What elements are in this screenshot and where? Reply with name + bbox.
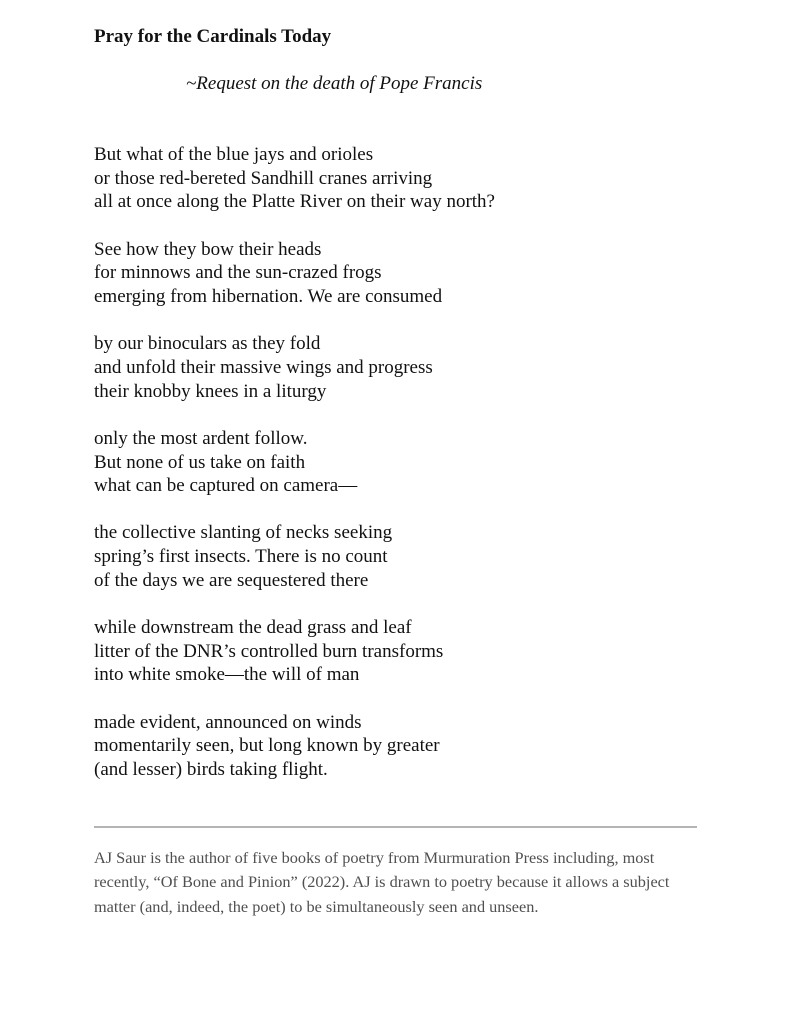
poem-line: the collective slanting of necks seeking xyxy=(94,522,393,544)
poem-line: and unfold their massive wings and progress xyxy=(94,356,433,378)
poem-line: of the days we are sequestered there xyxy=(94,569,369,591)
stanza xyxy=(94,521,714,592)
poem-line: while downstream the dead grass and leaf xyxy=(94,617,412,639)
stanza xyxy=(94,143,714,214)
poem-title: Pray for the Cardinals Today xyxy=(94,26,332,47)
stanza xyxy=(94,238,714,309)
poem-line: for minnows and the sun-crazed frogs xyxy=(94,262,382,284)
poem-body xyxy=(94,143,714,805)
poem-line: But none of us take on faith xyxy=(94,451,306,473)
stanza xyxy=(94,427,714,498)
poem-line: But what of the blue jays and orioles xyxy=(94,144,374,165)
poem-line: what can be captured on camera— xyxy=(94,475,358,497)
poem-line: only the most ardent follow. xyxy=(94,427,308,449)
stanza xyxy=(94,711,714,782)
section-divider xyxy=(94,826,697,828)
poem-line: (and lesser) birds taking flight. xyxy=(94,759,328,781)
poem-line: litter of the DNR’s controlled burn transforms xyxy=(94,640,444,662)
stanza xyxy=(94,332,714,403)
poem-line: made evident, announced on winds xyxy=(94,711,362,733)
poem-line: all at once along the Platte River on their way north? xyxy=(94,191,495,213)
poem-epigraph: ~Request on the death of Pope Francis xyxy=(186,73,483,94)
poem-line: emerging from hibernation. We are consumed xyxy=(94,286,443,308)
author-bio: AJ Saur is the author of five books of poetry from Murmuration Press including, most recently, “Of Bone and Pinion” (2022). AJ is drawn to poetry because it allows a subject matter (and, indeed, the poet) to be simultaneously seen and unseen. xyxy=(94,848,670,916)
poem-line: See how they bow their heads xyxy=(94,238,322,260)
stanza xyxy=(94,616,714,687)
poem-line: by our binoculars as they fold xyxy=(94,333,321,355)
poem-line: their knobby knees in a liturgy xyxy=(94,380,327,402)
poem-line: momentarily seen, but long known by greater xyxy=(94,735,440,757)
poem-line: or those red-bereted Sandhill cranes arriving xyxy=(94,167,433,189)
poem-line: into white smoke—the will of man xyxy=(94,664,360,686)
poem-line: spring’s first insects. There is no count xyxy=(94,546,388,568)
